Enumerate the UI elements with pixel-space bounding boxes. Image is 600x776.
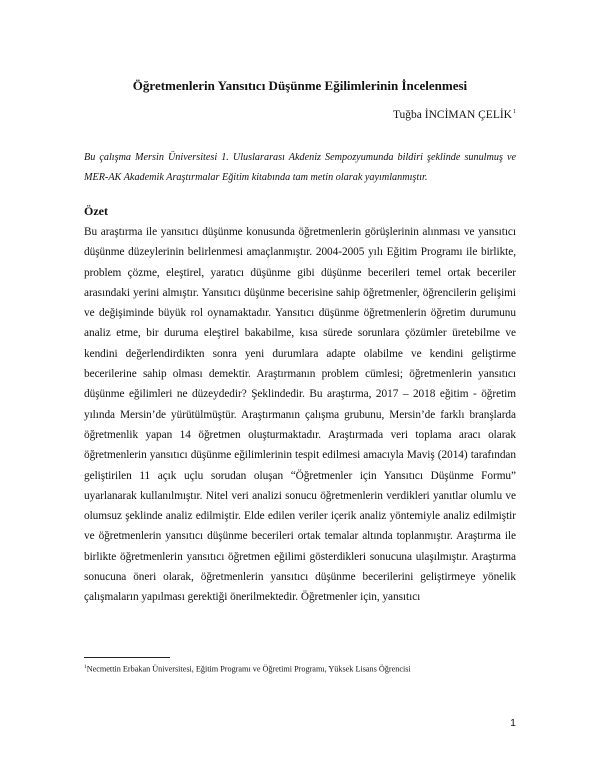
author-line [393, 105, 516, 122]
footnote [84, 662, 411, 675]
abstract-body: Bu araştırma ile yansıtıcı düşünme konusunda öğretmenlerin görüşlerinin alınması ve yansıtıcı düşünme düzeylerinin belirlenmesi amaçlanmıştır. 2004-2005 yılı Eğitim Programı ile birlikte, problem çözme, eleştirel, yaratıcı düşünme gibi düşünme becerileri temel ortak beceriler arasındaki yerini almıştır. Yansıtıcı düşünme becerisine sahip öğretmenler, öğrencilerin gelişimi ve değişiminde büyük rol oynamaktadır. Yansıtıcı düşünme öğretmenlerin öğretim durumunu analiz etme, bir duruma eleştirel bakabilme, kısa sürede sorunlara çözümler üretebilme ve kendini değerlendirdikten sonra yeni durumlara adapte olabilme ve kendini geliştirme becerilerine sahip olması demektir. Araştırmanın problem cümlesi; öğretmenlerin yansıtıcı düşünme eğilimleri ne düzeydedir? Şeklindedir. Bu araştırma, 2017 – 2018 eğitim - öğretim yılında Mersin’de yürütülmüştür. Araştırmanın çalışma grubunu, Mersin’de farklı branşlarda öğretmenlik yapan 14 öğretmen oluşturmaktadır. Araştırmada veri toplama aracı olarak öğretmenlerin yansıtıcı düşünme eğilimlerinin tespit edilmesi amacıyla Maviş (2014) tarafından geliştirilen 11 açık uçlu sorudan oluşan “Öğretmenler için Yansıtıcı Düşünme Formu” uyarlanarak kullanılmıştır. Nitel veri analizi sonucu öğretmenlerin verdikleri yanıtlar olumlu ve olumsuz şeklinde analiz edilmiştir. Elde edilen veriler içerik analiz yöntemiyle analiz edilmiştir ve öğretmenlerin yansıtıcı düşünme becerileri ortak temalar altında toplanmıştır. Araştırma ile birlikte öğretmenlerin yansıtıcı öğretmen eğilimi gösterdikleri sonucuna ulaşılmıştır. Araştırma sonucuna öneri olarak, öğretmenlerin yansıtıcı düşünme becerilerini geliştirmeye yönelik çalışmaların yapılması gerektiği önerilmektedir. Öğretmenler için, yansıtıcı [84, 226, 516, 604]
paper-title: Öğretmenlerin Yansıtıcı Düşünme Eğilimlerinin İncelenmesi [132, 78, 468, 93]
footnote-text: Necmettin Erbakan Üniversitesi, Eğitim Programı ve Öğretimi Programı, Yüksek Lisans Öğrencisi [86, 664, 411, 674]
footnote-divider [84, 657, 170, 658]
publication-note: Bu çalışma Mersin Üniversitesi 1. Uluslararası Akdeniz Sempozyumunda bildiri şeklinde sunulmuş ve MER-AK Akademik Araştırmalar Eğitim kitabında tam metin olarak yayımlanmıştır. [84, 152, 516, 183]
abstract-heading: Özet [84, 204, 108, 218]
author-name: Tuğba İNCİMAN ÇELİK [392, 108, 512, 121]
page-number: 1 [510, 717, 516, 729]
footnote-mark: 1 [84, 664, 87, 670]
author-footnote-mark: 1 [513, 109, 516, 115]
